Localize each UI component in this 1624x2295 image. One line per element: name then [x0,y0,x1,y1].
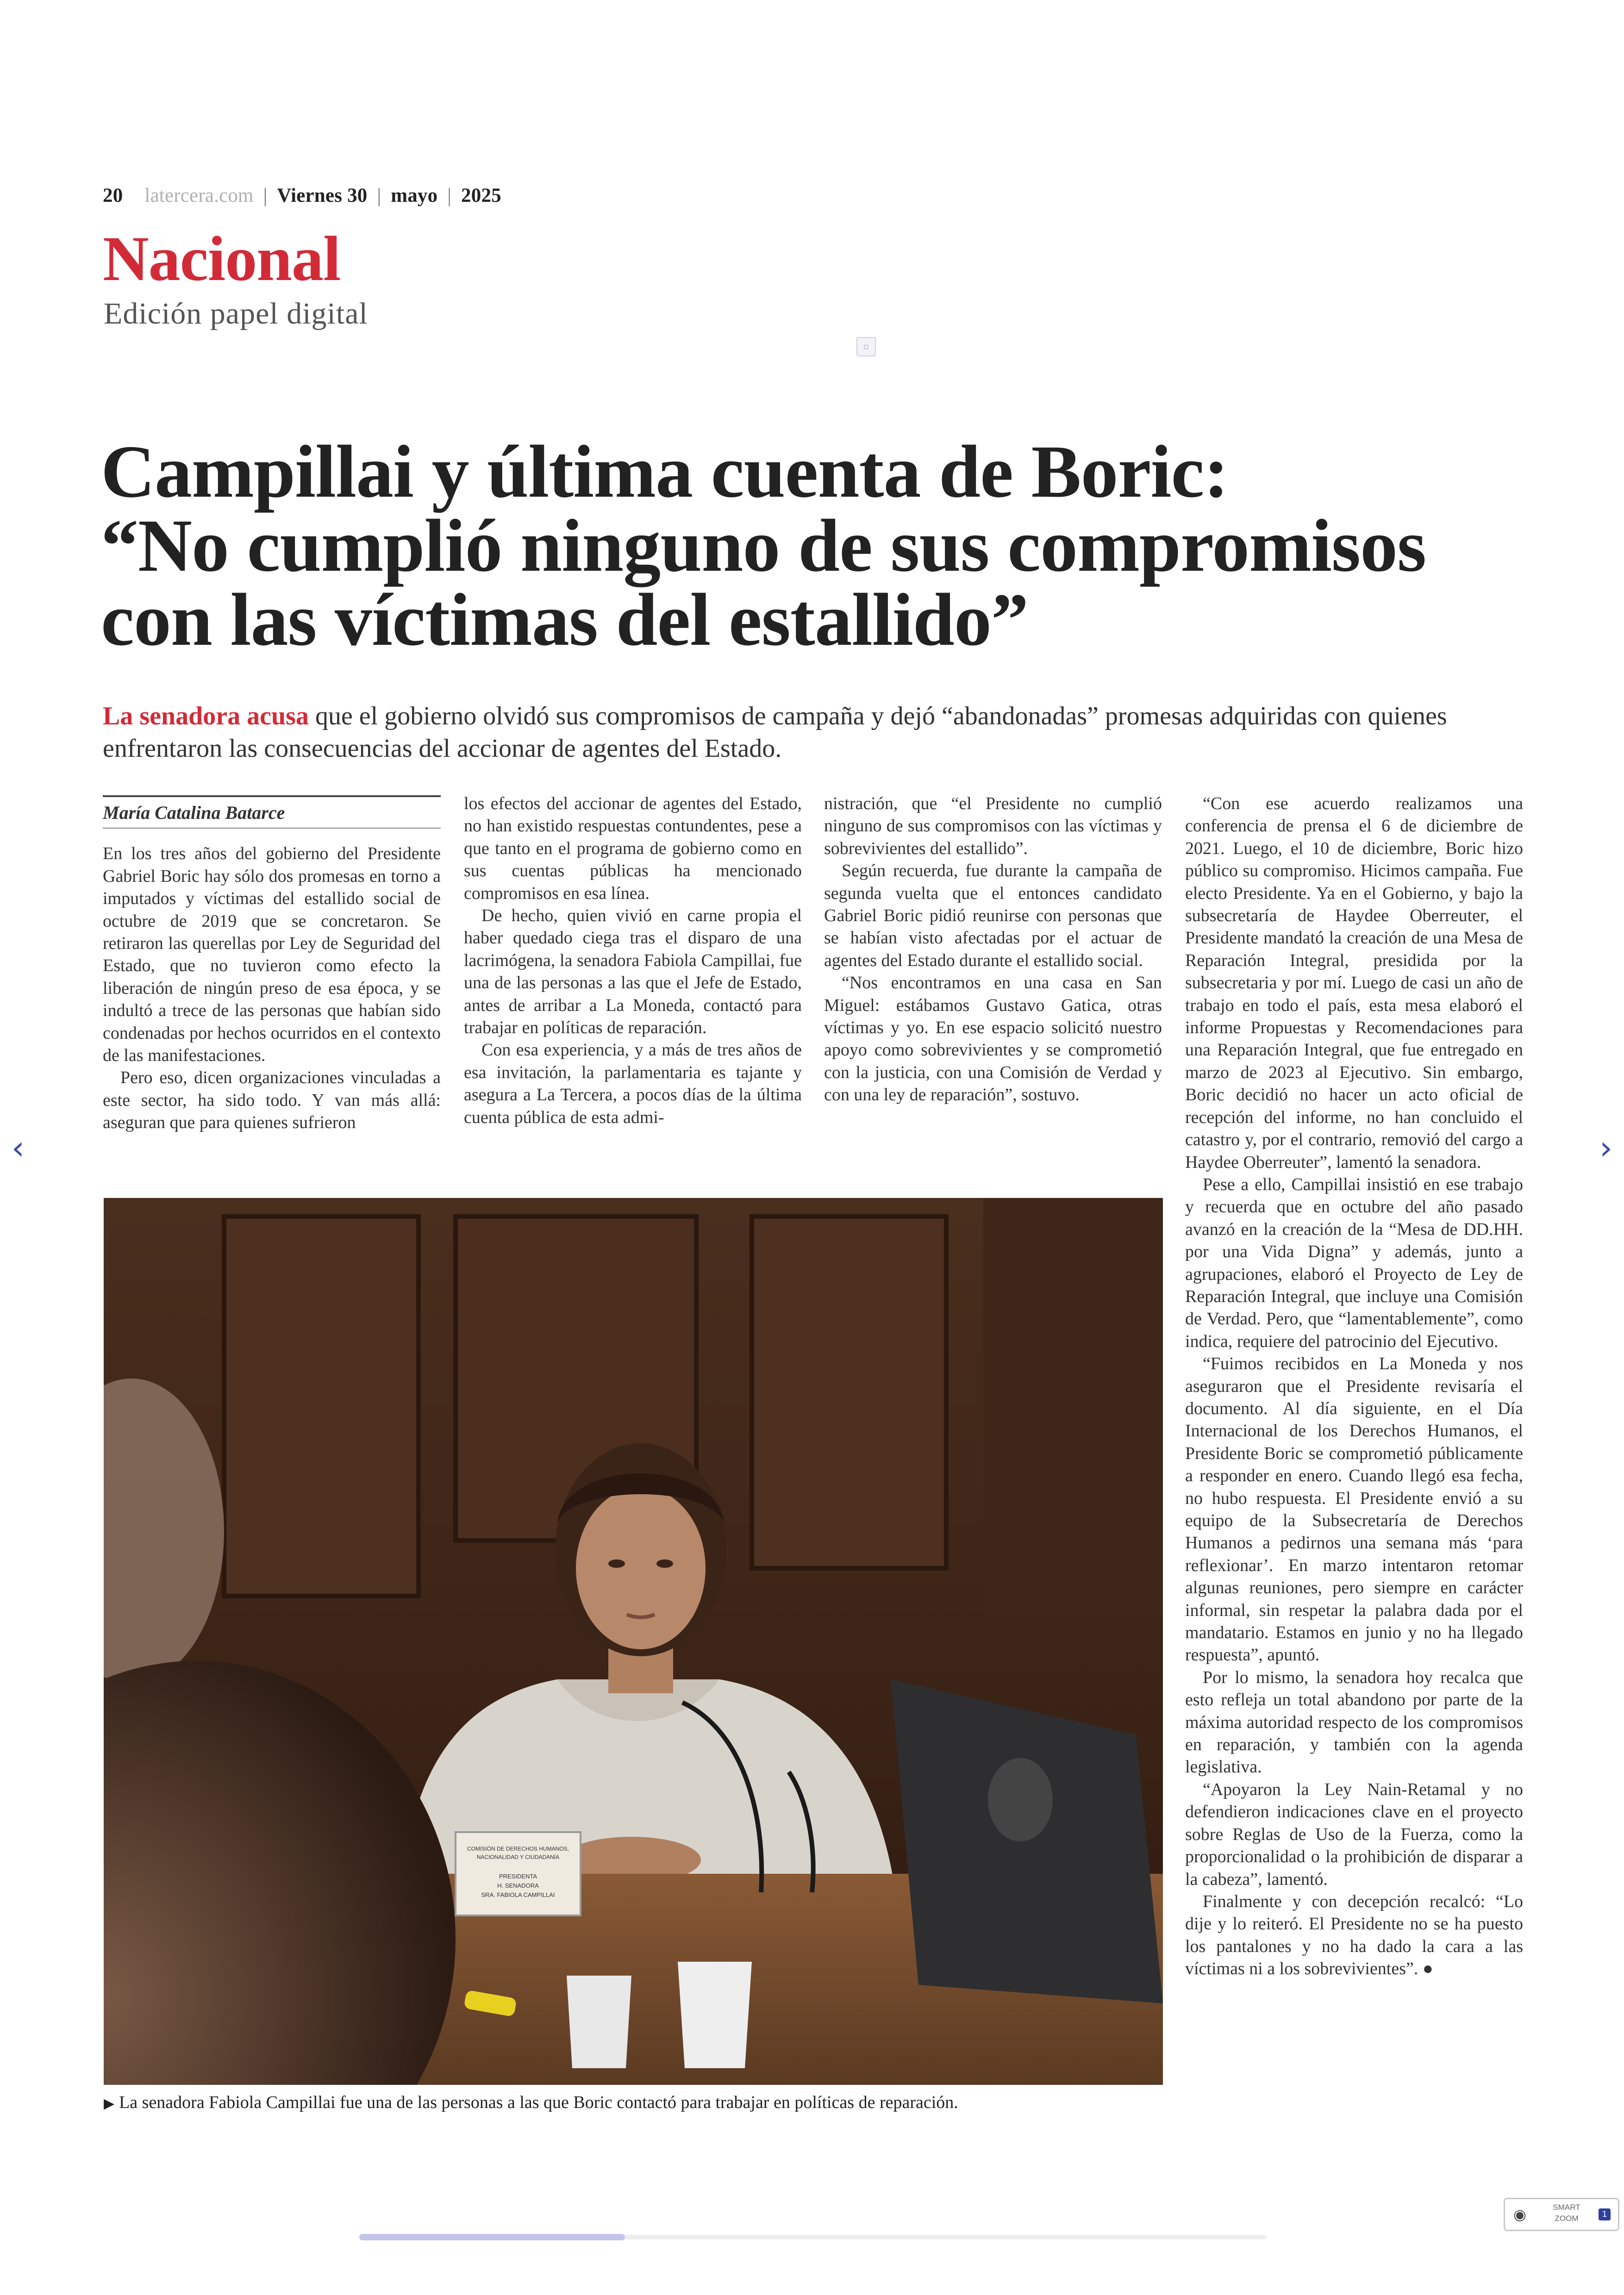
nameplate-text: SRA. FABIOLA CAMPILLAI [481,1891,555,1898]
issue-month: mayo [391,185,438,206]
article-paragraph: “Nos encontramos en una casa en San Miguel: estábamos Gustavo Gatica, otras víctimas y yo. En ese espacio solicitó nuestro apoyo como sobrevivientes y se comprometió con la justicia, con una Comisión de Verdad y con una ley de reparación”, sostuvo. [824,973,1162,1105]
article-paragraph: “Con ese acuerdo realizamos una conferencia de prensa el 6 de diciembre de 2021. Luego, el 10 de diciembre, Boric hizo público su compromiso. Hicimos campaña. Fue electo Presidente. Ya en el Gobierno, y bajo la subsecretaría de Haydee Oberreuter, el Presidente mandató la creación de una Mesa de Reparación Integral, presidida por la subsecretaria y por mí. Luego de casi un año de trabajo en todo el país, esta mesa elaboró el informe Propuestas y Recomendaciones para una Reparación Integral, que fue entregado en marzo de 2023 al Ejecutivo. Sin embargo, Boric decidió no hacer un acto oficial de recepción del informe, no han concluido el catastro y, por el contrario, removió del cargo a Haydee Oberreuter”, lamentó la senadora. [1185,794,1523,1172]
deck-lead: La senadora acusa [103,702,309,730]
article-column-2 [464,792,802,1129]
separator: | [447,185,452,206]
chevron-left-icon: ‹ [12,1129,25,1167]
byline: María Catalina Batarce [103,795,441,829]
nameplate-text: H. SENADORA [497,1882,539,1889]
scrollbar-thumb[interactable] [359,2234,625,2240]
nameplate-text: COMISIÓN DE DERECHOS HUMANOS, [467,1846,569,1852]
article-headline [101,430,1545,661]
article-paragraph: Pese a ello, Campillai insistió en ese trabajo y recuerda que en octubre del año pasado avanzó en la creación de la “Mesa de DD.HH. por una Vida Digna” y además, junto a agrupaciones, elaboró el Proyecto de Ley de Reparación Integral, que incluye una Comisión de Verdad. Pero, que “lamentablemente”, como indica, requiere del patrocinio del Ejecutivo. [1185,1174,1523,1351]
section-title: Nacional [103,223,341,294]
smart-zoom-label-line: ZOOM [1555,2214,1579,2223]
article-column-3 [824,792,1162,1106]
smart-zoom-button[interactable] [1504,2198,1619,2231]
eye-icon: ◉ [1513,2206,1526,2223]
article-column-1 [103,795,441,1134]
article-paragraph: “Fuimos recibidos en La Moneda y nos aseguraron que el Presidente revisaría el documento. Al día siguiente, en el Día Internacional de los Derechos Humanos, el Presidente Boric se comprometió públicamente a responder en enero. Cuando llegó esa fecha, no hubo respuesta. El Presidente envió a su equipo de la Subsecretaría de Derechos Humanos a pedirnos una semana más ‘para reflexionar’. En marzo intentaron retomar algunas reuniones, pero siempre en carácter informal, sin respetar la palabra dada por el mandatario. Estamos en junio y no ha llegado respuesta”, apuntó. [1185,1354,1523,1665]
article-paragraph: Con esa experiencia, y a más de tres años de esa invitación, la parlamentaria es tajante y asegura a La Tercera, a pocos días de la última cuenta pública de esta admi- [464,1040,802,1127]
next-page-button[interactable] [1590,1125,1622,1171]
photo-caption [104,2092,958,2113]
chevron-right-icon: › [1599,1129,1612,1167]
issue-day: Viernes 30 [277,185,368,206]
article-paragraph: los efectos del accionar de agentes del Estado, no han existido respuestas contundentes, pese a que tanto en el programa de gobierno como en sus cuentas públicas ha mencionado compromisos en esa línea. [464,794,802,903]
article-paragraph: Según recuerda, fue durante la campaña de segunda vuelta que el entonces candidato Gabriel Boric pidió reunirse con personas que se habían visto afectadas por el actuar de agentes del Estado durante el estallido social. [824,861,1162,970]
headline-line: “No cumplió ninguno de sus compromisos [101,505,1426,587]
nameplate-text: PRESIDENTA [499,1873,537,1880]
deck-text: que el gobierno olvidó sus compromisos de campaña y dejó “abandonadas” promesas adquiridas con quienes enfrentaron las consecuencias del accionar de agentes del Estado. [103,702,1447,763]
smart-zoom-label-line: SMART [1553,2203,1580,2212]
article-deck [103,700,1515,765]
page-thumbnail-icon[interactable]: ▫ [856,337,876,356]
caption-arrow-icon: ▶ [104,2095,115,2112]
headline-line: con las víctimas del estallido” [101,579,1028,661]
page-number: 20 [103,185,123,206]
article-column-4 [1185,792,1523,1980]
article-paragraph: Por lo mismo, la senadora hoy recalca que esto refleja un total abandono por parte de la máxima autoridad respecto de los compromisos en reparación, y también con la agenda legislativa. [1185,1667,1523,1777]
smart-zoom-label [1546,2202,1587,2224]
smart-zoom-badge: 1 [1599,2208,1611,2220]
article-paragraph: Pero eso, dicen organizaciones vinculadas a este sector, ha sido todo. Y van más allá: aseguran que para quienes sufrieron [103,1068,441,1133]
article-paragraph: nistración, que “el Presidente no cumplió ninguno de sus compromisos con las víctimas y sobrevivientes del estallido”. [824,794,1162,858]
article-paragraph: En los tres años del gobierno del Presidente Gabriel Boric hay sólo dos promesas en torno a imputados y víctimas del estallido social de octubre de 2019 que se concretaron. Se retiraron las querellas por Ley de Seguridad del Estado, que no tuvieron como efecto la liberación de ningún preso de esa época, y se indultó a trece de las personas que habían sido condenadas por hechos ocurridos en el contexto de las manifestaciones. [103,844,441,1066]
previous-page-button[interactable] [2,1125,34,1171]
article-paragraph: Finalmente y con decepción recalcó: “Lo dije y lo reiteró. El Presidente no se ha puesto los pantalones y no ha dado la cara a las víctimas ni a los sobrevivientes”. ● [1185,1891,1523,1979]
site-name: latercera.com [144,185,254,206]
article-paragraph: “Apoyaron la Ley Nain-Retamal y no defendieron indicaciones clave en el proyecto sobre Reglas de Uso de la Fuerza, como la proporcionalidad o la prohibición de disparar a la cabeza”, lamentó. [1185,1779,1523,1889]
caption-text: La senadora Fabiola Campillai fue una de las personas a las que Boric contactó para trabajar en políticas de reparación. [119,2093,958,2112]
headline-line: Campillai y última cuenta de Boric: [101,430,1229,513]
separator: | [263,185,268,206]
issue-year: 2025 [461,185,501,206]
photo-illustration [104,1198,1163,2085]
article-photo [104,1198,1163,2085]
nameplate-text: NACIONALIDAD Y CIUDADANÍA [476,1854,560,1860]
separator: | [377,185,381,206]
section-subtitle: Edición papel digital [104,297,368,331]
article-paragraph: De hecho, quien vivió en carne propia el haber quedado ciega tras el disparo de una lacrimógena, la senadora Fabiola Campillai, fue una de las personas a las que el Jefe de Estado, antes de arribar a La Moneda, contactó para trabajar en políticas de reparación. [464,906,802,1038]
masthead [103,184,501,207]
